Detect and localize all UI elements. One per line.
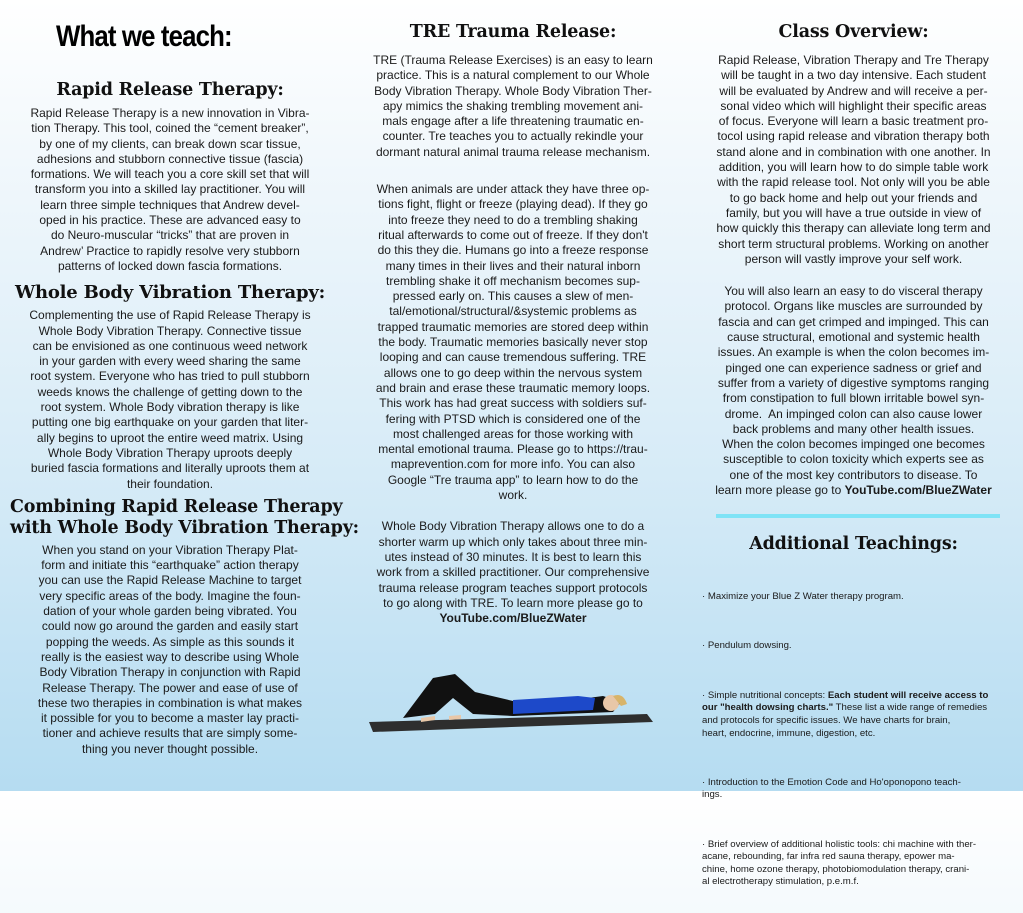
additional-teachings-list (702, 566, 1020, 913)
whole-body-vibration-text: Complementing the use of Rapid Release Therapy is Whole Body Vibration Therapy. Connective tissue can be envisioned as one continuous weed network in your garden with every weed sharing the same root system. Everyone who has tried to pull stubborn weeds knows the challenge of getting down to the root system. Whole Body vibration therapy is like putting one big earthquake on your garden that liter- ally begins to uproot the entire weed matrix. Using Whole Body Vibration Therapy uproots deeply buried fascia formations and literally uproots them at their foundation. (29, 308, 311, 491)
middle-column (342, 0, 684, 736)
item-prefix: · Simple nutritional concepts: (702, 689, 828, 701)
tre-text-2: When animals are under attack they have three op- tions fight, flight or freeze (playing dead). If they go into freeze they need to do a trembling shaking ritual afterwards to come out of freeze. If they don't do this they die. Humans go into a freeze response many times in their lives and their natural inborn trembling shake it off mechanism becomes sup- pressed early on. This causes a slew of men- tal/emotional/structural/&systemic problems as trapped traumatic memories are stored deep within the body. Traumatic memories basically never stop looping and can cause tremendous suffering. TRE allows one to go deep within the nervous system and brain and erase these traumatic memory loops. This work has had great success with soldiers suf- fering with PTSD which is considered one of the most challenged areas for those working with mental emotional trauma. Please go to https://trau- maprevention.com for more info. You can also Google “Tre trauma app” to learn how to do the work. (375, 182, 651, 503)
list-item: · Introduction to the Emotion Code and Ho'oponopono teach- ings. (702, 776, 961, 801)
left-column (10, 0, 359, 757)
combining-text: When you stand on your Vibration Therapy Plat- form and initiate this “earthquake” action therapy you can use the Rapid Release Machine to target very specific areas of the body. Imagine the foun- dation of your whole garden being vibrated. You could now go around the garden and easily start popping the weeds. As simple as this sounds it really is the easiest way to describe using Whole Body Vibration Therapy in conjunction with Rapid Release Therapy. The power and ease of use of these two therapies in combination is what makes it possible for you to become a master lay practi- tioner and achieve results that are simply some- thing you never thought possible. (37, 542, 303, 756)
heading-rapid-release: Rapid Release Therapy: (56, 80, 284, 100)
yoga-mat-illustration (363, 656, 663, 736)
tre-text-3 (342, 519, 684, 626)
class-overview-text-1: Rapid Release, Vibration Therapy and Tre Therapy will be taught in a two day intensive. Each student will be evaluated by Andrew and will receive a per- sonal video which will highlight their specific areas of focus. Everyone will learn a basic treatment pro- tocol using rapid release and vibration therapy both stand alone and in combination with one another. In addition, you will learn how to do simple table work with the rapid release tool. Not only will you be able to go back home and help out your friends and family, but you will have a true outside in view of how quickly this therapy can alleviate long term and short term structural problems. Working on another person will vastly improve your self work. (716, 53, 991, 266)
class-overview-text-2-body: You will also learn an easy to do visceral therapy protocol. Organs like muscles are surrounded by fascia and can get crimped and impinged. This can cause structural, emotional and systemic health issues. An example is when the colon becomes im- pinged one can experience sadness or grief and suffer from a variety of digestive symptoms ranging from constipation to full blown irritable bowel syn- drome. An impinged colon can also cause lower back problems and many other health issues. When the colon becomes impinged one becomes susceptible to colon toxicity which experts see as one of the most key contributors to disease. To learn more please go to (715, 284, 990, 498)
youtube-link[interactable]: YouTube.com/BlueZWater (844, 483, 992, 498)
heading-whole-body-vibration: Whole Body Vibration Therapy: (14, 282, 326, 304)
heading-tre: TRE Trauma Release: (409, 22, 617, 42)
list-item: · Brief overview of additional holistic tools: chi machine with ther- acane, rebounding, far infra red sauna therapy, epower ma- chine, home ozone therapy, photobiomodulation therapy, crani- al electrotherapy stimulation, p.e.m.f. (702, 838, 977, 888)
heading-additional-teachings: Additional Teachings: (749, 534, 958, 555)
item-rest: These list a wide range of remedies and protocols for specific issues. We have charts for brain, heart, endocrine, immune, digestion, etc. (702, 702, 988, 739)
rapid-release-text: Rapid Release Therapy is a new innovation in Vibra- tion Therapy. This tool, coined the “cement breaker”, by one of my clients, can break down scar tissue, adhesions and stubborn connective tissue (fascia) formations. We will teach you a core skill set that will transform you into a skilled lay practitioner. You will learn three simple techniques that Andrew devel- oped in his practice. These are advanced easy to do Neuro-muscular “tricks” that are proven in Andrew’ Practice to rapidly resolve very stubborn patterns of locked down fascia formations. (30, 106, 310, 273)
list-item: · Pendulum dowsing. (702, 640, 792, 652)
tre-text-1: TRE (Trauma Release Exercises) is an easy to learn practice. This is a natural complement to our Whole Body Vibration Therapy. Whole Body Vibration Ther- apy mimics the shaking trembling movement ani- mals engage after a life threatening traumatic en- counter. Tre teaches you to actually rekindle your dormant natural animal trauma release mechanism. (373, 53, 653, 159)
heading-combining: Combining Rapid Release Therapy with Whole Body Vibration Therapy: (10, 496, 359, 538)
class-overview-text-2 (692, 284, 1015, 498)
youtube-link[interactable]: YouTube.com/BlueZWater (439, 611, 587, 626)
list-item (702, 690, 1020, 740)
list-item: · Maximize your Blue Z Water therapy program. (702, 591, 904, 603)
divider-line (716, 514, 1000, 518)
heading-class-overview: Class Overview: (778, 22, 929, 42)
page-title: What we teach: (56, 20, 232, 53)
right-column (692, 0, 1015, 555)
tre-text-3-body: Whole Body Vibration Therapy allows one to do a shorter warm up which only takes about three min- utes instead of 30 minutes. It is best to learn this work from a skilled practitioner. Our comprehensive trauma release program teaches support protocols to go along with TRE. To learn more please go to (376, 519, 650, 610)
figure-legs (403, 674, 621, 718)
item-bold: Each student will receive access to our "health dowsing charts." (702, 689, 989, 714)
